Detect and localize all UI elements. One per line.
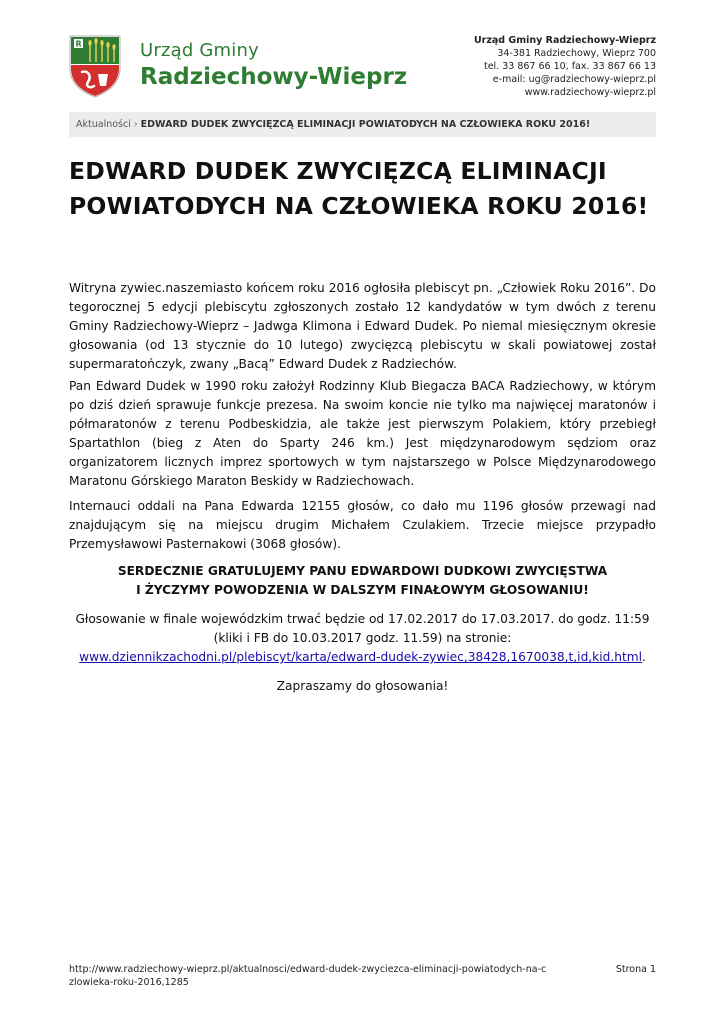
- contact-phone: tel. 33 867 66 10, fax. 33 867 66 13: [483, 61, 656, 72]
- voting-deadline: (kliki i FB do 10.03.2017 godz. 11.59) na stronie:: [213, 631, 512, 645]
- congratulations-line2: I ŻYCZYMY POWODZENIA W DALSZYM FINAŁOWYM GŁOSOWANIU!: [136, 583, 589, 597]
- footer-page-number: Strona 1: [615, 964, 656, 975]
- breadcrumb-separator: ›: [133, 119, 138, 130]
- breadcrumb-link-aktualnosci[interactable]: Aktualności: [76, 119, 131, 130]
- coat-of-arms-icon: [68, 34, 122, 98]
- invite-text: Zapraszamy do głosowania!: [276, 679, 449, 693]
- voting-link-suffix: .: [642, 650, 646, 664]
- logo-title-line1: Urząd Gminy: [140, 40, 259, 61]
- logo-title-line2: Radziechowy-Wieprz: [140, 64, 408, 90]
- article-paragraph: Pan Edward Dudek w 1990 roku założył Rodzinny Klub Biegacza BACA Radziechowy, w którym po dziś dzień sprawuje funkcje prezesa. Na swoim koncie nie tylko ma najwięcej maratonów i półmaratonów z terenu Podbeskidzia, ale także jest pierwszym Polakiem, który przebiegł Spartathlon (bieg z Aten do Sparty 246 km.) Jest międzynarodowym sędziom oraz organizatorem licznych imprez sportowych w tym najstarszego w Polsce Międzynarodowego Maratonu Górskiego Maraton Beskidy w Radziechowach.: [69, 379, 656, 488]
- congratulations-text: [69, 562, 656, 600]
- article-title: EDWARD DUDEK ZWYCIĘZCĄ ELIMINACJI POWIATODYCH NA CZŁOWIEKA ROKU 2016!: [69, 157, 649, 220]
- article-paragraph: Internauci oddali na Pana Edwarda 12155 głosów, co dało mu 1196 głosów przewagi nad znajdującym się na miejscu drugim Michałem Czulakiem. Trzecie miejsce przypadło Przemysławowi Pasternakowi (3068 głosów).: [69, 499, 656, 551]
- article-paragraph: Witryna zywiec.naszemiasto końcem roku 2016 ogłosiła plebiscyt pn. „Człowiek Roku 2016”. Do tegorocznej 5 edycji plebiscytu zgłoszonych zostało 12 kandydatów w tym dwóch z terenu Gminy Radziechowy-Wieprz – Jadwga Klimona i Edward Dudek. Po niemal miesięcznym okresie głosowania (od 13 stycznie do 10 lutego) zwycięzcą plebiscytu w skali powiatowej został supermaratończyk, zwany „Bacą” Edward Dudek z Radziechów.: [69, 281, 656, 371]
- voting-link[interactable]: www.dziennikzachodni.pl/plebiscyt/karta/edward-dudek-zywiec,38428,1670038,t,id,kid.html: [79, 650, 642, 664]
- voting-info: [69, 610, 656, 667]
- svg-text:R: R: [75, 39, 82, 49]
- breadcrumb-current: EDWARD DUDEK ZWYCIĘZCĄ ELIMINACJI POWIATODYCH NA CZŁOWIEKA ROKU 2016!: [140, 119, 591, 130]
- contact-org-name: Urząd Gminy Radziechowy-Wieprz: [473, 35, 656, 46]
- contact-address: 34-381 Radziechowy, Wieprz 700: [497, 48, 656, 59]
- site-logo[interactable]: [68, 34, 408, 100]
- contact-info: [474, 34, 656, 99]
- breadcrumb: [69, 112, 656, 137]
- contact-email[interactable]: e-mail: ug@radziechowy-wieprz.pl: [492, 74, 656, 85]
- footer-url: http://www.radziechowy-wieprz.pl/aktualnosci/edward-dudek-zwyciezca-eliminacji-powiatodych-na-czlowieka-roku-2016,1285: [69, 964, 547, 988]
- voting-link-line: [69, 648, 656, 667]
- contact-website[interactable]: www.radziechowy-wieprz.pl: [524, 87, 656, 98]
- congratulations-line1: SERDECZNIE GRATULUJEMY PANU EDWARDOWI DUDKOWI ZWYCIĘSTWA: [117, 564, 608, 578]
- voting-dates: Głosowanie w finale wojewódzkim trwać będzie od 17.02.2017 do 17.03.2017. do godz. 11:59: [75, 612, 650, 626]
